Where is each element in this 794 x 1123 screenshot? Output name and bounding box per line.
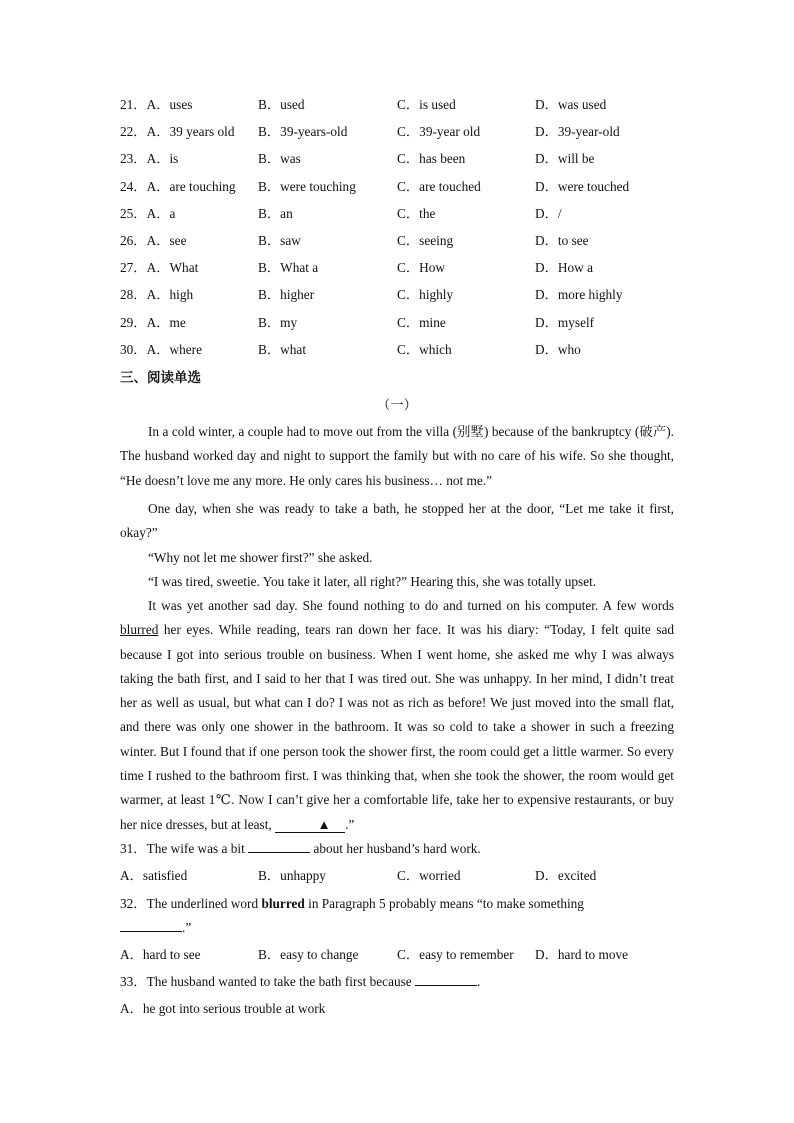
q32-stem-end: .”	[182, 920, 192, 935]
option-a[interactable]: 29．A．me	[120, 314, 186, 330]
question-32-continued	[120, 917, 191, 939]
option-b[interactable]: B．higher	[258, 287, 315, 303]
passage-paragraph-1: In a cold winter, a couple had to move out from the villa (别墅) because of the bankruptcy (破产). The husband worked day and night to support the family but with no care of his wife. So she thought, “He doesn’t love me any more. He only cares his business… not me.”	[120, 424, 674, 488]
option-a[interactable]: 30．A．where	[120, 341, 202, 357]
option-c[interactable]: C．39-year old	[397, 124, 481, 140]
option-d[interactable]: D．to see	[535, 233, 589, 248]
passage-paragraph-2: One day, when she was ready to take a bath, he stopped her at the door, “Let me take it first, okay?”	[120, 501, 674, 541]
option-a[interactable]: 26．A．see	[120, 233, 187, 248]
option-c[interactable]: C．is used	[397, 97, 456, 112]
q32-option-b[interactable]: B．easy to change	[258, 947, 359, 962]
option-d[interactable]: D．/	[535, 205, 562, 221]
option-d[interactable]: D．myself	[535, 314, 595, 330]
q33-stem-after: .	[477, 974, 481, 989]
passage-paragraph-5	[120, 594, 674, 837]
option-b[interactable]: B．an	[258, 205, 293, 221]
passage-label: （一）	[377, 397, 417, 412]
q32-blank	[120, 919, 182, 932]
option-b[interactable]: B．was	[258, 151, 301, 167]
q33-option-a[interactable]: A．he got into serious trouble at work	[120, 1001, 326, 1016]
option-a[interactable]: 24．A．are touching	[120, 178, 236, 194]
option-c[interactable]: C．has been	[397, 151, 466, 167]
q31-option-a[interactable]: A．satisfied	[120, 868, 188, 883]
option-c[interactable]: C．mine	[397, 314, 446, 330]
q32-option-a[interactable]: A．hard to see	[120, 947, 201, 962]
option-d[interactable]: D．39-year-old	[535, 124, 620, 140]
q32-bold-word: blurred	[261, 896, 305, 911]
underlined-word-blurred: blurred	[120, 622, 159, 638]
p5-start: It was yet another sad day. She found nothing to do and turned on his computer. A few words	[148, 598, 674, 613]
option-a[interactable]: 23．A．is	[120, 151, 179, 167]
q32-option-d[interactable]: D．hard to move	[535, 947, 629, 962]
passage-paragraph-4: “I was tired, sweetie. You take it later, all right?” Hearing this, she was totally upset.	[148, 574, 597, 589]
option-a[interactable]: 25．A．a	[120, 205, 176, 221]
section-heading: 三、阅读单选	[120, 370, 201, 385]
question-31	[120, 838, 481, 860]
option-a[interactable]: 28．A．high	[120, 287, 194, 303]
q31-stem-after: about her husband’s hard work.	[310, 841, 481, 856]
option-c[interactable]: C．are touched	[397, 178, 481, 194]
question-32	[120, 893, 584, 915]
q31-option-b[interactable]: B．unhappy	[258, 868, 326, 883]
option-a[interactable]: 27．A．What	[120, 260, 199, 276]
option-a[interactable]: 22．A．39 years old	[120, 124, 235, 140]
q32-stem-before: 32．The underlined word	[120, 896, 262, 911]
option-b[interactable]: B．What a	[258, 260, 319, 276]
option-d[interactable]: D．more highly	[535, 287, 623, 303]
q31-stem-before: 31．The wife was a bit	[120, 841, 249, 856]
q32-option-c[interactable]: C．easy to remember	[397, 947, 514, 962]
option-b[interactable]: B．saw	[258, 233, 301, 248]
q31-blank	[248, 840, 310, 853]
option-c[interactable]: C．highly	[397, 287, 454, 303]
option-c[interactable]: C．which	[397, 341, 452, 357]
option-d[interactable]: D．was used	[535, 97, 607, 112]
option-b[interactable]: B．were touching	[258, 178, 356, 194]
option-c[interactable]: C．seeing	[397, 233, 454, 248]
p5-end: .”	[345, 816, 355, 832]
question-33	[120, 971, 480, 993]
q31-option-c[interactable]: C．worried	[397, 868, 461, 883]
q32-stem-after: in Paragraph 5 probably means “to make something	[304, 896, 584, 911]
p5-rest: her eyes. While reading, tears ran down her face. It was his diary: “Today, I felt quite sad because I got into serious trouble on business. When I went home, she asked me why I was always taking the bath first, and I said to her that I was tired out. She was unhappy. In her mind, I didn’t treat her as well as usual, but what can I do? I was not as rich as before! We just moved into the small flat, and there was only one shower in the bathroom. It was so cold to take a shower in such a freezing winter. But I found that if one person took the shower first, the room could get a little warmer. So every time I rushed to the bathroom first. I was thinking that, when she took the shower, the room would get warmer, at least 1℃. Now I can’t give her a comfortable life, take her to expensive restaurants, or buy her nice dresses, but at least,	[120, 622, 674, 832]
option-c[interactable]: C．the	[397, 205, 436, 221]
option-d[interactable]: D．How a	[535, 260, 593, 276]
option-d[interactable]: D．will be	[535, 151, 595, 167]
option-b[interactable]: B．used	[258, 97, 305, 112]
option-b[interactable]: B．39-years-old	[258, 124, 348, 140]
answer-blank-triangle: ▲	[275, 818, 345, 833]
option-a[interactable]: 21．A．uses	[120, 97, 193, 112]
option-b[interactable]: B．my	[258, 314, 298, 330]
q33-stem-before: 33．The husband wanted to take the bath first because	[120, 974, 416, 989]
option-d[interactable]: D．were touched	[535, 178, 630, 194]
option-c[interactable]: C．How	[397, 260, 446, 276]
option-b[interactable]: B．what	[258, 341, 307, 357]
passage-paragraph-3: “Why not let me shower first?” she asked.	[148, 550, 373, 565]
q33-blank	[415, 973, 477, 986]
q31-option-d[interactable]: D．excited	[535, 868, 597, 883]
option-d[interactable]: D．who	[535, 341, 581, 357]
